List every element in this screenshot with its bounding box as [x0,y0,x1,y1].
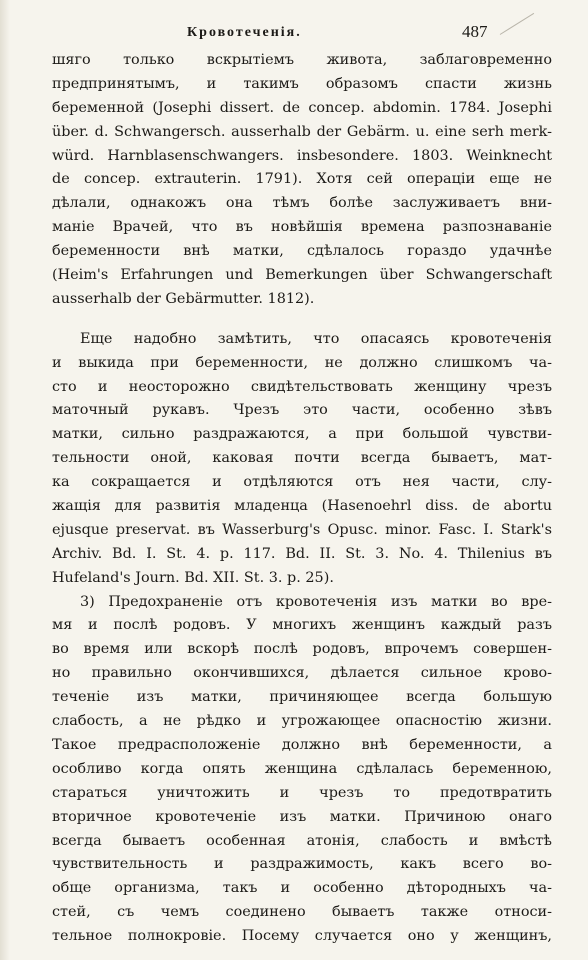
text-line: de concep. extrauterin. 1791). Хотя сей операціи еще не [52,171,552,188]
paragraph-prevention [52,591,552,949]
text-line: маточный рукавъ. Чрезъ это части, особенно зѣвъ [52,402,552,419]
text-line: тельное полнокровіе. Посему случается оно у женщинъ, [52,928,552,945]
running-header [0,22,588,46]
text-line: дѣлали, однакожъ она тѣмъ болѣе заслуживаетъ вни- [52,195,552,212]
body-text [52,49,552,949]
text-line: ausserhalb der Gebärmutter. 1812). [52,290,315,307]
text-line: шяго только вскрытіемъ живота, заблаговременно [52,52,552,68]
running-header-title: Кровотеченія. [187,25,302,40]
paragraph-examination [52,328,552,591]
text-line: мя и послѣ родовъ. У многихъ женщинъ каждый разъ [52,617,552,634]
page-gutter-shadow [0,0,10,960]
text-line: чувствительность и раздражимость, какъ всего во- [52,856,552,873]
text-line: обще организма, такъ и особенно дѣтородныхъ ча- [52,880,552,897]
text-line: маніе Врачей, что въ новѣйшія времена разпознаваніе [52,219,552,236]
paragraph-continuation [52,49,552,312]
text-line: Еще надобно замѣтить, что опасаясь кровотеченія [80,330,552,347]
text-line: вторичное кровотеченіе изъ матки. Причиною онаго [52,808,552,825]
text-line: стей, съ чемъ соединено бываетъ также относи- [52,904,552,921]
text-line: Archiv. Bd. I. St. 4. p. 117. Bd. II. St. 3. No. 4. Thilenius въ [52,545,552,562]
text-line: теченіе изъ матки, причиняющее всегда большую [52,689,552,706]
page-number: 487 [462,22,488,41]
text-line: Hufeland's Journ. Bd. XII. St. 3. p. 25). [52,569,334,586]
text-line: würd. Harnblasenschwangers. insbesondere. 1803. Weinknecht [52,147,552,164]
text-line: ка сокращается и отдѣляются отъ нея части, слу- [52,474,552,491]
text-line: слабость, а не рѣдко и угрожающее опасностію жизни. [52,713,552,730]
text-line: особливо когда опять женщина сдѣлалась беременною, [52,760,552,777]
text-line: ejusque preservat. въ Wasserburg's Opusc. minor. Fasc. I. Stark's [52,521,552,538]
text-line: всегда бываетъ особенная атонія, слабость и вмѣстѣ [52,832,552,849]
text-line: Такое предрасположеніе должно внѣ беременности, а [52,736,552,753]
text-line: во время или вскорѣ послѣ родовъ, впрочемъ совершен- [52,641,552,658]
text-line: матки, сильно раздражаются, а при большой чувстви- [52,426,552,443]
text-line: но правильно окончившихся, дѣлается сильное крово- [52,665,552,682]
text-line: и выкида при беременности, не должно слишкомъ ча- [52,354,552,371]
text-line: беременности внѣ матки, сдѣлалось гораздо удачнѣе [52,243,552,260]
text-line: сто и неосторожно свидѣтельствовать женщину чрезъ [52,378,552,395]
corner-pencil-mark [500,13,534,35]
text-line: стараться уничтожить и чрезъ то предотвратить [52,784,552,801]
text-line: жащія для развитія младенца (Hasenoehrl diss. de abortu [52,498,552,515]
text-line: (Heim's Erfahrungen und Bemerkungen über Schwangerschaft [52,267,552,284]
text-line: предпринятымъ, и такимъ образомъ спасти жизнь [52,75,552,92]
text-line: тельности оной, каковая почти всегда бываетъ, мат- [52,450,552,467]
text-line: 3) Предохраненіе отъ кровотеченія изъ матки во вре- [80,593,552,610]
text-line: беременной (Josephi dissert. de concep. abdomin. 1784. Josephi [52,99,552,116]
text-line: über. d. Schwangersch. ausserhalb der Gebärm. u. eine serh merk- [52,123,552,140]
